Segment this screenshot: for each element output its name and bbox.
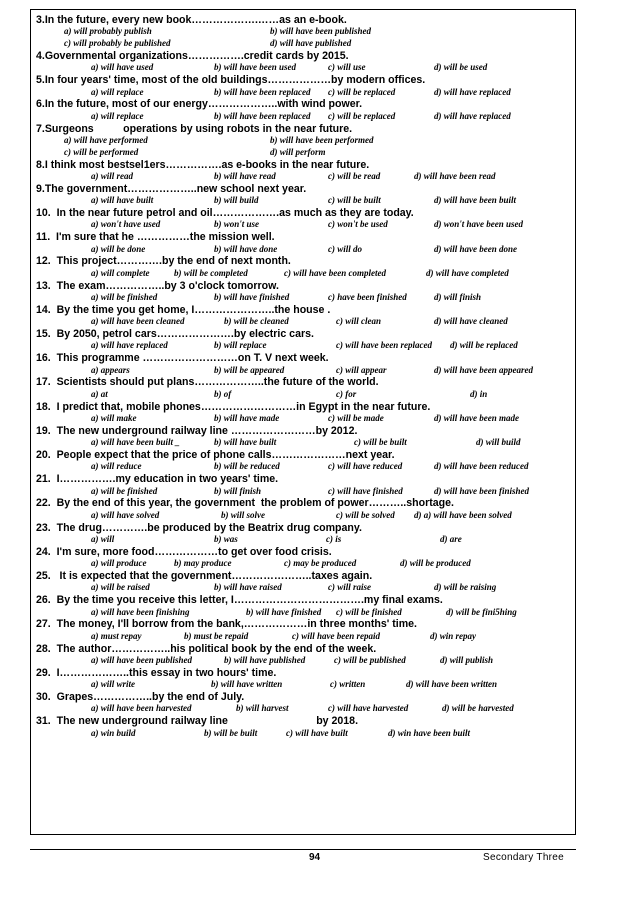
option-row [36,365,576,377]
question-text: 12. This project………….by the end of next month. [36,255,291,268]
answer-option[interactable]: c) will be built [328,195,381,206]
answer-option[interactable]: c) will have been completed [284,267,386,278]
question-text: 20. People expect that the price of phone calls…………………next year. [36,449,395,462]
answer-option[interactable]: d) will be fini5hing [446,606,517,617]
option-row [36,534,576,546]
answer-option[interactable]: d) will have been written [406,679,497,690]
answer-option[interactable]: a) will [91,534,115,545]
answer-option[interactable]: d) win have been built [388,727,471,738]
answer-option[interactable]: d) will have replaced [434,110,511,121]
answer-option[interactable]: d) will have been finished [434,485,529,496]
answer-option[interactable]: a) will have been published [91,655,192,666]
answer-option[interactable]: a) must repay [91,630,142,641]
footer-title: Secondary Three [483,852,565,863]
answer-option[interactable]: b) of [214,388,232,399]
option-row [36,38,576,50]
option-row [36,607,576,619]
question-text: 8.I think most bestsel1ers…………….as e-books in the near future. [36,158,370,171]
question-text: 14. By the time you get home, I…………………..the house . [36,303,331,316]
option-row [36,461,576,473]
question-text: 11. I'm sure that he ……………the mission well. [36,231,275,244]
answer-option[interactable]: d) in [470,388,488,399]
question-text: 13. The exam……………..by 3 o'clock tomorrow. [36,279,279,292]
answer-option[interactable]: c) is [326,534,342,545]
answer-option[interactable]: a) will read [91,171,133,182]
answer-option[interactable]: a) will have used [91,62,154,73]
answer-option[interactable]: c) have been finished [328,292,407,303]
answer-option[interactable]: b) will have finished [246,606,322,617]
answer-option[interactable]: d) will be produced [400,558,471,569]
answer-option[interactable]: c) will be published [334,655,406,666]
answer-option[interactable]: d) will build [476,437,521,448]
question-text: 18. I predict that, mobile phones………………………in Egypt in the near future. [36,400,431,413]
answer-option[interactable]: c) will have built [286,727,348,738]
option-row [36,486,576,498]
answer-option[interactable]: a) will reduce [91,461,142,472]
option-row [36,292,576,304]
option-row [36,703,576,715]
answer-option[interactable]: b) will be reduced [214,461,280,472]
question-text: 19. The new underground railway line ……………………by 2012. [36,424,358,437]
option-row [36,268,576,280]
footer-divider [30,849,576,850]
answer-option[interactable]: a) will make [91,413,137,424]
answer-option[interactable]: a) will have been built _ [91,437,180,448]
question-text: 31. The new underground railway line by 2018. [36,715,359,728]
answer-option[interactable]: b) will have done [214,243,278,254]
answer-option[interactable]: b) will solve [221,509,265,520]
answer-option[interactable]: c) will appear [336,364,387,375]
answer-option[interactable]: b) will have been used [214,62,296,73]
question-text: 10. In the near future petrol and oil……………….as much as they are today. [36,207,414,220]
answer-option[interactable]: d) will have published [270,38,352,49]
answer-option[interactable]: b) may produce [174,558,232,569]
option-row [36,558,576,570]
answer-option[interactable]: b) will have been replaced [214,86,311,97]
question-text: 16. This programme ………………………on T. V next week. [36,352,329,365]
answer-option[interactable]: a) will have replaced [91,340,168,351]
answer-option[interactable]: a) appears [91,364,130,375]
answer-option[interactable]: d) a) will have been solved [414,509,512,520]
option-row [36,413,576,425]
option-row [36,389,576,401]
option-row [36,147,576,159]
option-row [36,679,576,691]
answer-option[interactable]: d) won't have been used [434,219,523,230]
answer-option[interactable]: c) will do [328,243,362,254]
answer-option[interactable]: a) will be finished [91,292,158,303]
answer-option[interactable]: b) will be built [204,727,258,738]
option-row [36,437,576,449]
option-row [36,195,576,207]
answer-option[interactable]: d) will have been reduced [434,461,529,472]
answer-option[interactable]: a) will have been harvested [91,703,192,714]
answer-option[interactable]: a) will have performed [64,135,148,146]
answer-option[interactable]: a) will complete [91,267,150,278]
answer-option[interactable]: c) for [336,388,357,399]
question-text: 5.In four years' time, most of the old buildings………………by modern offices. [36,74,426,87]
answer-option[interactable]: b) will have been published [270,26,371,37]
answer-option[interactable]: b) will harvest [236,703,289,714]
answer-option[interactable]: c) will have finished [328,485,403,496]
answer-option[interactable]: a) will probably publish [64,26,152,37]
question-text: 25. It is expected that the government…………………..taxes again. [36,570,373,583]
answer-option[interactable]: a) at [91,388,108,399]
answer-option[interactable]: c) will be made [328,413,384,424]
question-text: 23. The drug………….be produced by the Beatrix drug company. [36,521,362,534]
option-row [36,631,576,643]
answer-option[interactable]: d) will be replaced [450,340,518,351]
answer-option[interactable]: b) will have read [214,171,276,182]
answer-option[interactable]: a) will replace [91,86,144,97]
answer-option[interactable]: b) will have written [211,679,283,690]
question-text: 24. I'm sure, more food………………to get over food crisis. [36,545,332,558]
answer-option[interactable]: d) are [440,534,462,545]
answer-option[interactable]: c) will be replaced [328,110,396,121]
question-text: 3.In the future, every new book……………….……as an e-book. [36,14,347,26]
question-text: 4.Governmental organizations…………….credit cards by 2015. [36,50,349,62]
answer-option[interactable]: d) will be harvested [442,703,514,714]
option-row [36,728,576,740]
answer-option[interactable]: a) will be finished [91,485,158,496]
answer-option[interactable]: d) will have been built [434,195,516,206]
answer-option[interactable]: a) won't have used [91,219,161,230]
question-text: 21. I…………….my education in two years' time. [36,473,279,486]
answer-option[interactable]: b) won't use [214,219,260,230]
answer-option[interactable]: c) will be finished [336,606,402,617]
answer-option[interactable]: d) will finish [434,292,482,303]
answer-option[interactable]: b) will have raised [214,582,282,593]
answer-option[interactable]: c) won't be used [328,219,388,230]
answer-option[interactable]: d) will have been made [434,413,519,424]
answer-option[interactable]: b) will have been replaced [214,110,311,121]
answer-option[interactable]: b) will replace [214,340,267,351]
answer-option[interactable]: c) will probably be published [64,38,171,49]
answer-option[interactable]: c) will have been replaced [336,340,432,351]
answer-option[interactable]: b) will be cleaned [224,316,289,327]
answer-option[interactable]: d) will have replaced [434,86,511,97]
answer-option[interactable]: a) will be raised [91,582,150,593]
answer-option[interactable]: a) will write [91,679,136,690]
answer-option[interactable]: c) will be performed [64,146,139,157]
answer-option[interactable]: d) will publish [440,655,494,666]
answer-option[interactable]: b) will build [214,195,259,206]
answer-option[interactable]: c) may be produced [284,558,357,569]
option-row [36,171,576,183]
answer-option[interactable]: b) will have built [214,437,277,448]
option-row [36,219,576,231]
option-row [36,26,576,38]
answer-option[interactable]: a) will have built [91,195,154,206]
answer-option[interactable]: c) will be built [354,437,407,448]
answer-option[interactable]: a) win build [91,727,136,738]
answer-option[interactable]: a) will have been cleaned [91,316,185,327]
question-text: 17. Scientists should put plans………………..the future of the world. [36,376,379,389]
answer-option[interactable]: c) will be read [328,171,381,182]
answer-option[interactable]: c) will have reduced [328,461,403,472]
option-row [36,87,576,99]
answer-option[interactable]: c) will be replaced [328,86,396,97]
answer-option[interactable]: c) will have harvested [328,703,409,714]
answer-option[interactable]: d) will be used [434,62,488,73]
answer-option[interactable]: b) will finish [214,485,262,496]
question-text: 27. The money, I'll borrow from the bank,………………in three months' time. [36,618,417,631]
question-text: 29. I………………..this essay in two hours' time. [36,666,277,679]
answer-option[interactable]: b) will be appeared [214,364,285,375]
answer-option[interactable]: a) will produce [91,558,147,569]
answer-option[interactable]: b) will have published [224,655,306,666]
option-row [36,135,576,147]
question-list [36,14,576,739]
option-row [36,316,576,328]
answer-option[interactable]: d) will have been read [414,171,496,182]
answer-option[interactable]: d) win repay [430,630,476,641]
answer-option[interactable]: b) will have made [214,413,280,424]
answer-option[interactable]: d) will have been done [434,243,517,254]
answer-option[interactable]: c) will raise [328,582,371,593]
answer-option[interactable]: c) written [330,679,366,690]
answer-option[interactable]: b) was [214,534,238,545]
question-text: 30. Grapes……………..by the end of July. [36,691,245,704]
answer-option[interactable]: c) will use [328,62,366,73]
question-text: 22. By the end of this year, the government the problem of power………..shortage. [36,497,454,510]
answer-option[interactable]: d) will have completed [426,267,509,278]
answer-option[interactable]: b) will have finished [214,292,290,303]
question-text: 6.In the future, most of our energy………………..with wind power. [36,98,363,111]
question-text: 15. By 2050, petrol cars………………….by electric cars. [36,328,314,341]
answer-option[interactable]: d) will have been appeared [434,364,533,375]
question-text: 9.The government………………..new school next year. [36,182,307,195]
option-row [36,340,576,352]
answer-option[interactable]: d) will perform [270,146,326,157]
answer-option[interactable]: c) will be solved [336,509,395,520]
option-row [36,244,576,256]
answer-option[interactable]: a) will replace [91,110,144,121]
option-row [36,62,576,74]
answer-option[interactable]: b) will be completed [174,267,248,278]
option-row [36,582,576,594]
answer-option[interactable]: a) will be done [91,243,146,254]
option-row [36,111,576,123]
answer-option[interactable]: d) will be raising [434,582,497,593]
option-row [36,510,576,522]
page-number: 94 [309,852,321,863]
answer-option[interactable]: c) will have been repaid [292,630,380,641]
answer-option[interactable]: a) will have solved [91,509,160,520]
question-text: 7.Surgeons operations by using robots in the near future. [36,122,353,135]
question-text: 28. The author……………..his political book by the end of the week. [36,642,377,655]
answer-option[interactable]: d) will have cleaned [434,316,508,327]
option-row [36,655,576,667]
question-text: 26. By the time you receive this letter, I……………………………….my final exams. [36,594,443,607]
answer-option[interactable]: a) will have been finishing [91,606,190,617]
answer-option[interactable]: b) must be repaid [184,630,249,641]
answer-option[interactable]: c) will clean [336,316,381,327]
answer-option[interactable]: b) will have been performed [270,135,374,146]
